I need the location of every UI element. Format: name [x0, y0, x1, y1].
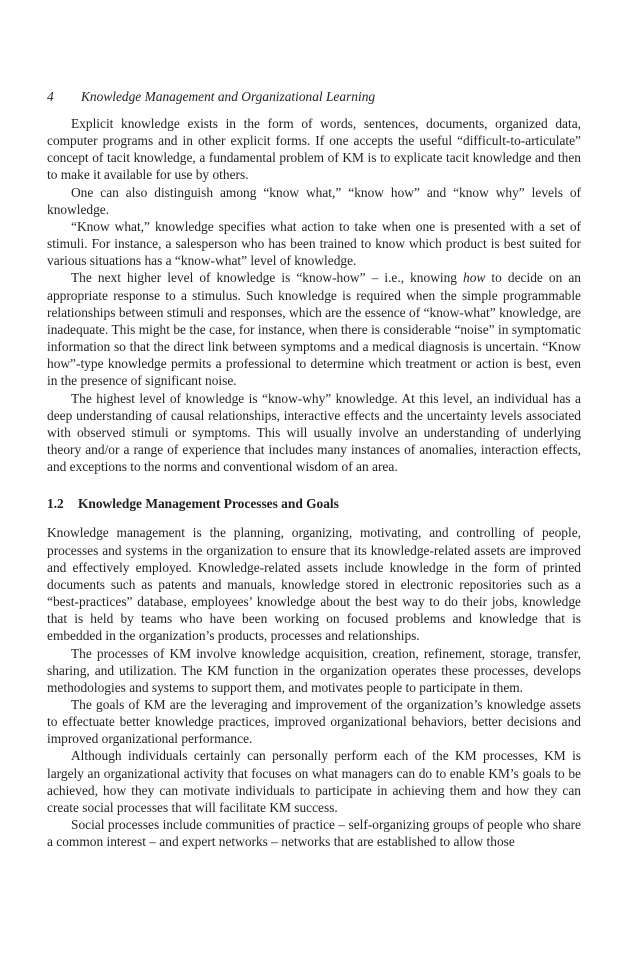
section-heading [47, 495, 581, 512]
know-how-text-end: to decide on an appropriate response to a stimulus. Such knowledge is required when the simple programmable relationships between stimuli and responses, which are the essence of “know-what” knowledge, are inadequate. This might be the case, for instance, when there is considerable “noise” in symptomatic information so that the direct link between symptoms and a medical diagnosis is uncertain. “Know how”-type knowledge permits a professional to determine which treatment or action is best, even in the presence of significant noise. [47, 270, 582, 389]
section-title: Knowledge Management Processes and Goals [78, 496, 339, 512]
paragraph-know-what: “Know what,” knowledge specifies what action to take when one is presented with a set of stimuli. For instance, a salesperson who has been trained to know which product is best suited for various situations has a “know-what” level of knowledge. [47, 218, 581, 269]
paragraph-know-how [47, 269, 581, 389]
paragraph-explicit-knowledge: Explicit knowledge exists in the form of words, sentences, documents, organized data, computer programs and in other explicit forms. If one accepts the useful “difficult-to-articulate” concept of tacit knowledge, a fundamental problem of KM is to explicate tacit knowledge and then to make it available for use by others. [47, 116, 581, 183]
paragraph-km-processes: The processes of KM involve knowledge acquisition, creation, refinement, storage, transfer, sharing, and utilization. The KM function in the organization operates these processes, develops methodologies and systems to support them, and motivates people to participate in them. [47, 645, 581, 695]
book-page [47, 88, 581, 850]
paragraph-km-goals: The goals of KM are the leveraging and improvement of the organization’s knowledge assets to effectuate better knowledge practices, improved organizational behaviors, better decisions and improved organizational performance. [47, 697, 581, 747]
know-how-emphasis: how [463, 270, 486, 286]
section-number: 1.2 [47, 496, 64, 512]
paragraph-social-processes: Social processes include communities of practice – self-organizing groups of people who share a common interest – and expert networks – networks that are established to allow those [47, 817, 581, 850]
page-number: 4 [47, 89, 54, 104]
paragraph-km-organizational-activity: Although individuals certainly can personally perform each of the KM processes, KM is largely an organizational activity that focuses on what managers can do to enable KM’s goals to be achieved, how they can motivate individuals to participate in achieving them and how they can create social processes that will facilitate KM success. [47, 748, 581, 815]
paragraph-know-why: The highest level of knowledge is “know-why” knowledge. At this level, an individual has a deep understanding of causal relationships, interactive effects and the uncertainty levels associated with observed stimuli or symptoms. This will usually involve an understanding of underlying theory and/or a range of experience that includes many instances of anomalies, interaction effects, and exceptions to the norms and conventional wisdom of an area. [47, 390, 581, 475]
know-how-text-start: The next higher level of knowledge is “know-how” – i.e., knowing [71, 270, 464, 286]
paragraph-levels-of-knowledge: One can also distinguish among “know what,” “know how” and “know why” levels of knowledge. [47, 184, 581, 217]
paragraph-km-definition: Knowledge management is the planning, organizing, motivating, and controlling of people, processes and systems in the organization to ensure that its knowledge-related assets are improved and effectively employed. Knowledge-related assets include knowledge in the form of printed documents such as patents and manuals, knowledge stored in electronic repositories such as a “best-practices” database, employees’ knowledge about the best way to do their jobs, knowledge that is held by teams who have been working on focused problems and knowledge that is embedded in the organization’s products, processes and relationships. [47, 525, 581, 644]
running-header [47, 88, 581, 105]
running-title: Knowledge Management and Organizational Learning [81, 89, 376, 104]
